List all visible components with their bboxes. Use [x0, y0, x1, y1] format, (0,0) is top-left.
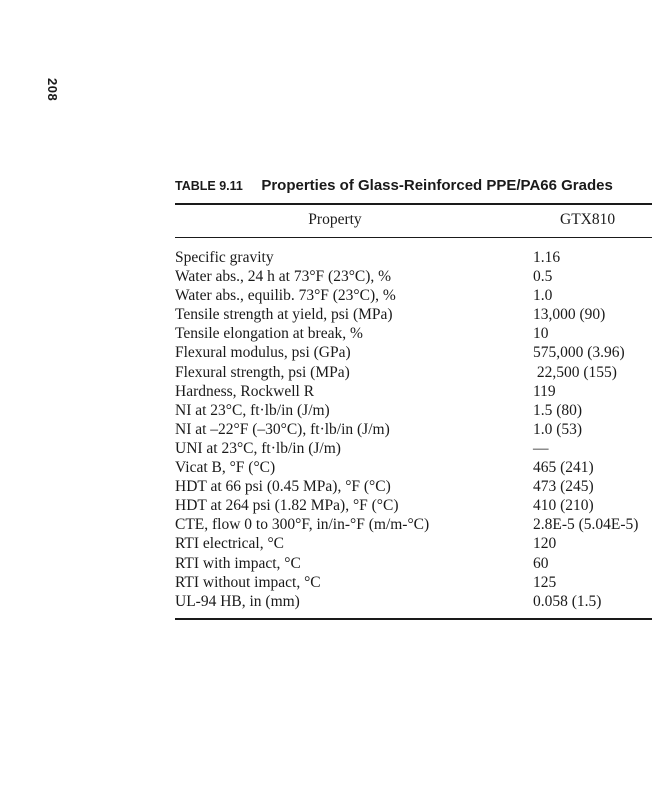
- property-cell: Water abs., equilib. 73°F (23°C), %: [175, 287, 396, 305]
- table-row: [175, 439, 652, 458]
- table-row: [175, 458, 652, 477]
- value-cell: 465 (241): [533, 459, 594, 477]
- table-top-rule: [175, 203, 652, 205]
- property-cell: CTE, flow 0 to 300°F, in/in-°F (m/m-°C): [175, 516, 430, 534]
- value-cell: 13,000 (90): [533, 306, 606, 324]
- value-cell: 1.5 (80): [533, 401, 583, 419]
- value-cell: 410 (210): [533, 497, 594, 515]
- value-cell: 125: [533, 573, 557, 591]
- property-cell: HDT at 264 psi (1.82 MPa), °F (°C): [175, 497, 399, 515]
- value-cell: 22,500 (155): [533, 363, 617, 381]
- property-cell: Tensile elongation at break, %: [175, 325, 363, 343]
- property-cell: Flexural modulus, psi (GPa): [175, 344, 351, 362]
- table-row: [175, 305, 652, 324]
- value-cell: 1.16: [533, 249, 561, 266]
- table-row: [175, 554, 652, 573]
- property-cell: Water abs., 24 h at 73°F (23°C), %: [175, 268, 392, 286]
- value-cell: 575,000 (3.96): [533, 344, 625, 362]
- table-row: [175, 324, 652, 343]
- value-cell: 119: [533, 382, 556, 400]
- property-cell: NI at –22°F (–30°C), ft·lb/in (J/m): [175, 420, 390, 438]
- table-row: [175, 592, 652, 611]
- table-row: [175, 534, 652, 553]
- table-row: [175, 248, 652, 267]
- table-title: Properties of Glass-Reinforced PPE/PA66 Grades: [261, 177, 613, 194]
- value-cell: 2.8E-5 (5.04E-5): [533, 516, 639, 534]
- table-row: [175, 267, 652, 286]
- column-header-gtx810: GTX810: [560, 211, 616, 228]
- property-cell: RTI electrical, °C: [175, 535, 284, 553]
- table-row: [175, 477, 652, 496]
- property-cell: UL-94 HB, in (mm): [175, 592, 300, 610]
- table-caption: [175, 177, 613, 195]
- column-header-property: Property: [308, 211, 362, 228]
- property-cell: HDT at 66 psi (0.45 MPa), °F (°C): [175, 478, 391, 496]
- property-cell: NI at 23°C, ft·lb/in (J/m): [175, 401, 330, 419]
- table-header-rule: [175, 237, 652, 238]
- value-cell: 1.0: [533, 287, 553, 305]
- value-cell: 0.5: [533, 268, 553, 286]
- table-label: TABLE 9.11: [175, 179, 243, 193]
- table-row: [175, 363, 652, 382]
- table-row: [175, 343, 652, 362]
- table-row: [175, 401, 652, 420]
- property-cell: Hardness, Rockwell R: [175, 382, 315, 400]
- table-row: [175, 420, 652, 439]
- table-row: [175, 496, 652, 515]
- value-cell: 1.0 (53): [533, 420, 583, 438]
- value-cell: 473 (245): [533, 478, 594, 496]
- value-cell: —: [533, 439, 549, 457]
- value-cell: 60: [533, 554, 549, 572]
- table-row: [175, 382, 652, 401]
- table-row: [175, 573, 652, 592]
- property-cell: RTI without impact, °C: [175, 573, 321, 591]
- property-cell: RTI with impact, °C: [175, 554, 301, 572]
- value-cell: 10: [533, 325, 549, 343]
- table-bottom-rule: [175, 618, 652, 620]
- property-cell: Flexural strength, psi (MPa): [175, 363, 350, 381]
- property-cell: Tensile strength at yield, psi (MPa): [175, 306, 393, 324]
- page-number: 208: [45, 78, 60, 102]
- property-cell: UNI at 23°C, ft·lb/in (J/m): [175, 439, 341, 457]
- table-body: [175, 248, 652, 611]
- table-row: [175, 515, 652, 534]
- value-cell: 0.058 (1.5): [533, 592, 602, 610]
- property-cell: Vicat B, °F (°C): [175, 459, 276, 477]
- property-cell: Specific gravity: [175, 249, 274, 266]
- table-row: [175, 286, 652, 305]
- value-cell: 120: [533, 535, 557, 553]
